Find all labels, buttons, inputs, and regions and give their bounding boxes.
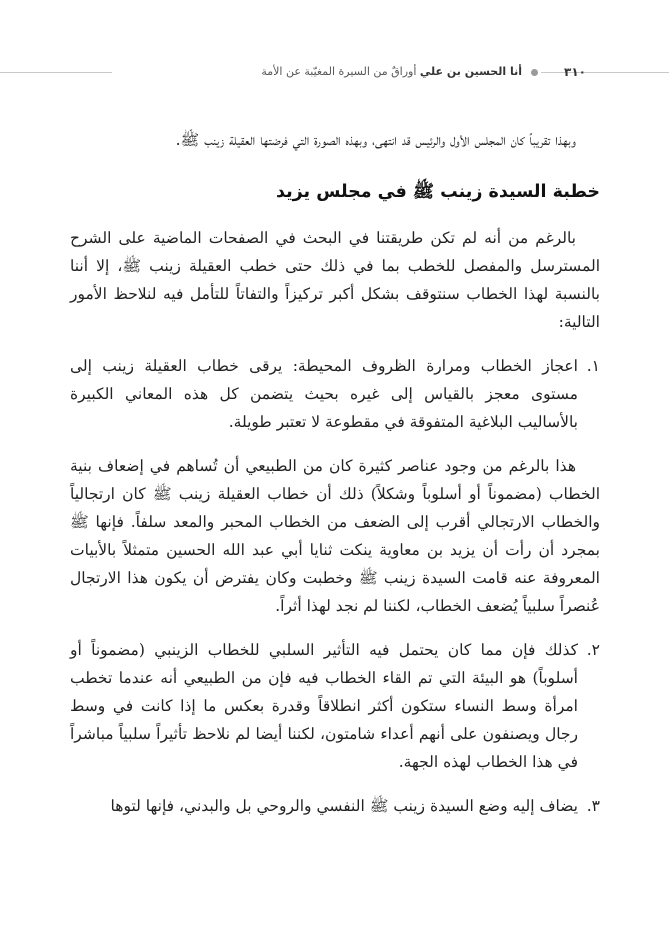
list-item-number: ٢. bbox=[586, 641, 600, 659]
header-rule-left bbox=[0, 72, 112, 73]
list-item-2 bbox=[70, 636, 600, 776]
intro-paragraph: وبهذا تقريباً كان المجلس الأول والرئيس قد انتهى، وبهذه الصورة التي فرضتها العقيلة زينب ﷺ. bbox=[175, 131, 576, 149]
list-item-text: كذلك فإن مما كان يحتمل فيه التأثير السلبي للخطاب الزينبي (مضموناً أو أسلوباً) هو البيئة التي تم القاء الخطاب فيه فإن من الطبيعي أنه عندما تخطب امرأة وسط النساء ستكون أكثر انطلاقاً وقدرة بعكس ما إذا كانت في وسط رجال ويصنفون على أنهم أعداء شامتون، لكننا أيضا لم نلاحظ تأثيراً سلبياً مباشراً في هذا الخطاب لهذه الجهة. bbox=[70, 641, 578, 771]
book-title: أنا الحسين بن علي bbox=[419, 65, 522, 78]
page-body bbox=[70, 126, 600, 836]
section-heading: خطبة السيدة زينب ﷺ في مجلس يزيد bbox=[275, 182, 600, 202]
header-title bbox=[118, 63, 522, 81]
list-item-text: اعجاز الخطاب ومرارة الظروف المحيطة: يرقى خطاب العقيلة زينب إلى مستوى معجز بالقياس إلى غيره بحيث يتضمن كل هذه المعاني الكبيرة بالأساليب البلاغية المتفوقة في مقطوعة لا تعتبر طويلة. bbox=[70, 357, 578, 431]
list-item-1 bbox=[70, 352, 600, 436]
running-header bbox=[0, 60, 669, 84]
body-paragraph-2: هذا بالرغم من وجود عناصر كثيرة كان من الطبيعي أن تُساهم في إضعاف بنية الخطاب (مضموناً أو أسلوباً وشكلاً) ذلك أن خطاب العقيلة زينب ﷺ كان ارتجالياً والخطاب الارتجالي أقرب إلى الضعف من الخطاب المحبر والمعد سلفاً. فإنها ﷺ بمجرد أن رأت أن يزيد بن معاوية ينكت ثنايا أبي عبد الله الحسين متمثلاً بالأبيات المعروفة عنه قامت السيدة زينب ﷺ وخطبت وكان يفترض أن يكون هذا الارتجال عُنصراً سلبياً يُضعف الخطاب، لكننا لم نجد لهذا أثراً. bbox=[70, 457, 600, 615]
list-item-3 bbox=[70, 792, 600, 820]
book-subtitle: أوراقٌ من السيرة المغيّبة عن الأمة bbox=[261, 65, 417, 78]
header-bullet-dot bbox=[531, 69, 538, 76]
list-item-number: ١. bbox=[586, 357, 600, 375]
body-paragraph-1: بالرغم من أنه لم تكن طريقتنا في البحث في الصفحات الماضية على الشرح المسترسل والمفصل للخطب بما في ذلك حتى خطب العقيلة زينب ﷺ، إلا أننا بالنسبة لهذا الخطاب سنتوقف بشكل أكبر تركيزاً والتفاتاً للتأمل فيه لنلاحظ الأمور التالية: bbox=[70, 229, 600, 331]
list-item-number: ٣. bbox=[586, 797, 600, 815]
page-number: ٣١٠ bbox=[564, 65, 586, 79]
list-item-text: يضاف إليه وضع السيدة زينب ﷺ النفسي والروحي بل والبدني، فإنها لتوها bbox=[110, 797, 578, 815]
